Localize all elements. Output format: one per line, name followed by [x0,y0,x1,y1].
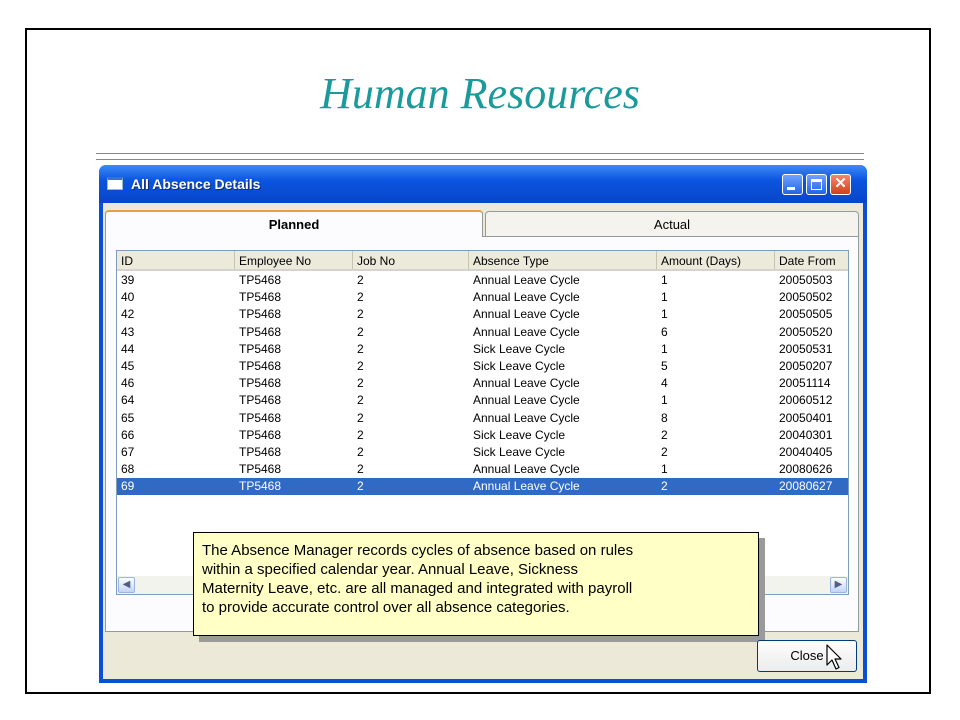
cell-employee-no: TP5468 [239,376,282,391]
table-row[interactable] [117,341,849,358]
column-header-id[interactable]: ID [117,251,235,269]
maximize-icon [811,179,822,190]
cell-employee-no: TP5468 [239,445,282,459]
cell-id: 64 [121,393,135,408]
cell-employee-no: TP5468 [239,341,282,356]
table-row[interactable] [117,478,849,495]
cell-date-from: 20050502 [779,290,833,305]
cell-absence-type: Annual Leave Cycle [473,479,580,494]
cell-date-from: 20040405 [779,445,833,459]
tooltip-line: to provide accurate control over all absence categories. [202,599,570,616]
cell-amount-days: 8 [661,410,668,425]
cell-job-no: 2 [357,427,364,442]
cell-job-no: 2 [357,290,364,305]
column-header-job-no[interactable]: Job No [353,251,469,269]
window-titlebar[interactable] [99,165,867,203]
close-button[interactable]: Close [757,640,857,672]
cell-amount-days: 1 [661,290,668,305]
column-header-date-from[interactable]: Date From [779,254,836,268]
cell-absence-type: Annual Leave Cycle [473,462,580,477]
cell-id: 40 [121,290,135,305]
cell-employee-no: TP5468 [239,479,282,494]
minimize-button[interactable] [782,174,803,195]
cell-id: 39 [121,273,135,287]
cell-employee-no: TP5468 [239,290,282,305]
table-row[interactable] [117,410,849,427]
cell-id: 43 [121,324,135,339]
cell-amount-days: 1 [661,341,668,356]
cell-employee-no: TP5468 [239,427,282,442]
cell-job-no: 2 [357,462,364,477]
cell-job-no: 2 [357,376,364,391]
tooltip-line: The Absence Manager records cycles of absence based on rules [202,542,634,559]
cell-employee-no: TP5468 [239,273,282,287]
cell-absence-type: Annual Leave Cycle [473,290,580,305]
cell-absence-type: Annual Leave Cycle [473,324,580,339]
table-row[interactable] [117,427,849,444]
column-header-absence-type[interactable]: Absence Type [469,251,657,269]
cell-absence-type: Annual Leave Cycle [473,393,580,408]
cell-employee-no: TP5468 [239,359,282,373]
cell-absence-type: Sick Leave Cycle [473,359,566,373]
cell-absence-type: Annual Leave Cycle [473,376,580,391]
close-icon: ✕ [834,175,847,192]
table-row[interactable] [117,444,849,461]
scroll-left-button[interactable] [118,577,135,593]
cell-job-no: 2 [357,393,364,408]
cell-id: 67 [121,445,135,459]
table-row[interactable] [117,461,849,478]
cell-absence-type: Sick Leave Cycle [473,427,566,442]
maximize-button[interactable] [806,174,827,195]
cell-date-from: 20050531 [779,341,833,356]
cell-job-no: 2 [357,341,364,356]
column-header-employee-no[interactable]: Employee No [235,251,353,269]
cell-amount-days: 1 [661,462,668,477]
cell-id: 45 [121,359,135,373]
chevron-left-icon: ◀ [122,579,131,590]
cell-employee-no: TP5468 [239,462,282,477]
cell-date-from: 20050207 [779,359,833,373]
cell-absence-type: Annual Leave Cycle [473,307,580,322]
tooltip-line: Maternity Leave, etc. are all managed and integrated with payroll [202,580,633,597]
cell-job-no: 2 [357,273,364,287]
list-header [117,251,849,271]
mouse-pointer-icon [826,644,842,670]
table-row[interactable] [117,272,849,289]
cell-amount-days: 6 [661,324,668,339]
table-row[interactable] [117,392,849,409]
cell-amount-days: 1 [661,273,668,287]
table-row[interactable] [117,358,849,375]
table-row[interactable] [117,324,849,341]
cell-amount-days: 4 [661,376,668,391]
close-window-button[interactable] [830,174,851,195]
cell-date-from: 20050520 [779,324,833,339]
cell-job-no: 2 [357,359,364,373]
cell-id: 44 [121,341,135,356]
cell-id: 66 [121,427,135,442]
cell-date-from: 20050505 [779,307,833,322]
cell-job-no: 2 [357,479,364,494]
cell-employee-no: TP5468 [239,324,282,339]
tooltip-line: within a specified calendar year. Annual Leave, Sickness [202,561,579,578]
cell-amount-days: 2 [661,445,668,459]
window-icon [107,177,123,190]
cell-id: 65 [121,410,135,425]
cell-amount-days: 5 [661,359,668,373]
chevron-right-icon: ▶ [834,579,843,590]
tab-actual[interactable]: Actual [485,211,859,236]
cell-absence-type: Annual Leave Cycle [473,273,580,287]
cell-absence-type: Sick Leave Cycle [473,341,566,356]
cell-amount-days: 2 [661,479,668,494]
table-row[interactable] [117,289,849,306]
cell-date-from: 20050401 [779,410,833,425]
cell-id: 69 [121,479,135,494]
cell-job-no: 2 [357,410,364,425]
cell-date-from: 20051114 [779,376,831,391]
divider-line [96,153,864,154]
cell-id: 46 [121,376,135,391]
cell-absence-type: Annual Leave Cycle [473,410,580,425]
cell-date-from: 20060512 [779,393,833,408]
cell-employee-no: TP5468 [239,410,282,425]
table-row[interactable] [117,375,849,392]
cell-absence-type: Sick Leave Cycle [473,445,566,459]
window-title: All Absence Details [131,176,261,192]
column-header-amount-days[interactable]: Amount (Days) [657,251,775,269]
cell-job-no: 2 [357,307,364,322]
cell-employee-no: TP5468 [239,307,282,322]
cell-job-no: 2 [357,445,364,459]
minimize-icon [787,187,795,190]
cell-job-no: 2 [357,324,364,339]
cell-date-from: 20040301 [779,427,833,442]
cell-amount-days: 1 [661,393,668,408]
scroll-right-button[interactable] [830,577,847,593]
slide-title: Human Resources [320,69,640,118]
table-row[interactable] [117,306,849,323]
cell-employee-no: TP5468 [239,393,282,408]
cell-date-from: 20080627 [779,479,833,494]
info-tooltip [193,532,759,636]
cell-id: 42 [121,307,135,322]
cell-amount-days: 1 [661,307,668,322]
tab-planned[interactable]: Planned [105,210,483,237]
cell-date-from: 20080626 [779,462,833,477]
divider-line [96,159,864,160]
cell-amount-days: 2 [661,427,668,442]
cell-id: 68 [121,462,135,477]
cell-date-from: 20050503 [779,273,833,287]
